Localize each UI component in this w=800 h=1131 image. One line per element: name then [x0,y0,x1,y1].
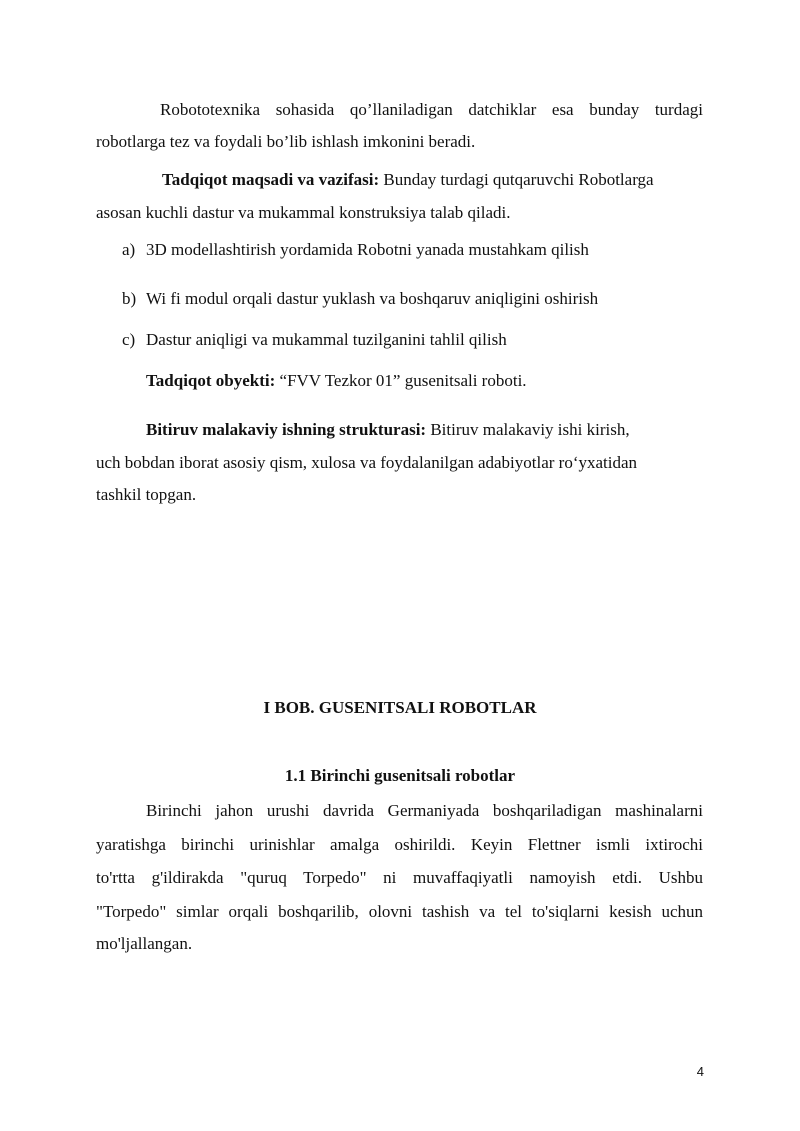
page-number: 4 [696,1064,704,1079]
structure-text: Bitiruv malakaviy ishi kirish, [426,420,630,439]
intro-line-2: robotlarga tez va foydali bo’lib ishlash imkonini beradi. [96,132,476,151]
task-c-text: Dastur aniqligi va mukammal tuzilganini tahlil qilish [146,330,507,349]
object-label: Tadqiqot obyekti: [146,371,276,390]
task-marker: b) [122,289,137,308]
goal-label: Tadqiqot maqsadi va vazifasi: [162,170,380,189]
section-line-3: to'rtta g'ildirakda "quruq Torpedo" ni muvaffaqiyatli namoyish etdi. Ushbu [96,868,703,887]
task-b [122,289,136,309]
chapter-title: I BOB. GUSENITSALI ROBOTLAR [263,698,537,717]
task-b-text: Wi fi modul orqali dastur yuklash va boshqaruv aniqligini oshirish [146,289,599,308]
structure-label: Bitiruv malakaviy ishning strukturasi: [146,420,427,439]
task-c [122,330,135,350]
structure-line-2: uch bobdan iborat asosiy qism, xulosa va foydalanilgan adabiyotlar ro‘yxatidan [96,453,638,472]
section-line-5: mo'ljallangan. [96,934,193,953]
goal-text: Bunday turdagi qutqaruvchi Robotlarga [379,170,654,189]
object-text: “FVV Tezkor 01” gusenitsali roboti. [275,371,527,390]
object-line [146,371,527,391]
task-marker: c) [122,330,136,349]
goal-line-2: asosan kuchli dastur va mukammal konstruksiya talab qiladi. [96,203,511,222]
task-a [122,240,135,260]
task-a-text: 3D modellashtirish yordamida Robotni yanada mustahkam qilish [146,240,589,259]
section-title: 1.1 Birinchi gusenitsali robotlar [284,766,516,785]
intro-line-1: Robototexnika sohasida qo’llaniladigan datchiklar esa bunday turdagi [160,100,703,119]
task-marker: a) [122,240,136,259]
section-line-4: "Torpedo" simlar orqali boshqarilib, olovni tashish va tel to'siqlarni kesish uchun [96,902,703,921]
section-line-2: yaratishga birinchi urinishlar amalga oshirildi. Keyin Flettner ismli ixtirochi [96,835,703,854]
section-line-1: Birinchi jahon urushi davrida Germaniyada boshqariladigan mashinalarni [146,801,703,820]
goal-line-1 [162,170,654,190]
structure-line-1 [146,420,630,440]
structure-line-3: tashkil topgan. [96,485,197,504]
